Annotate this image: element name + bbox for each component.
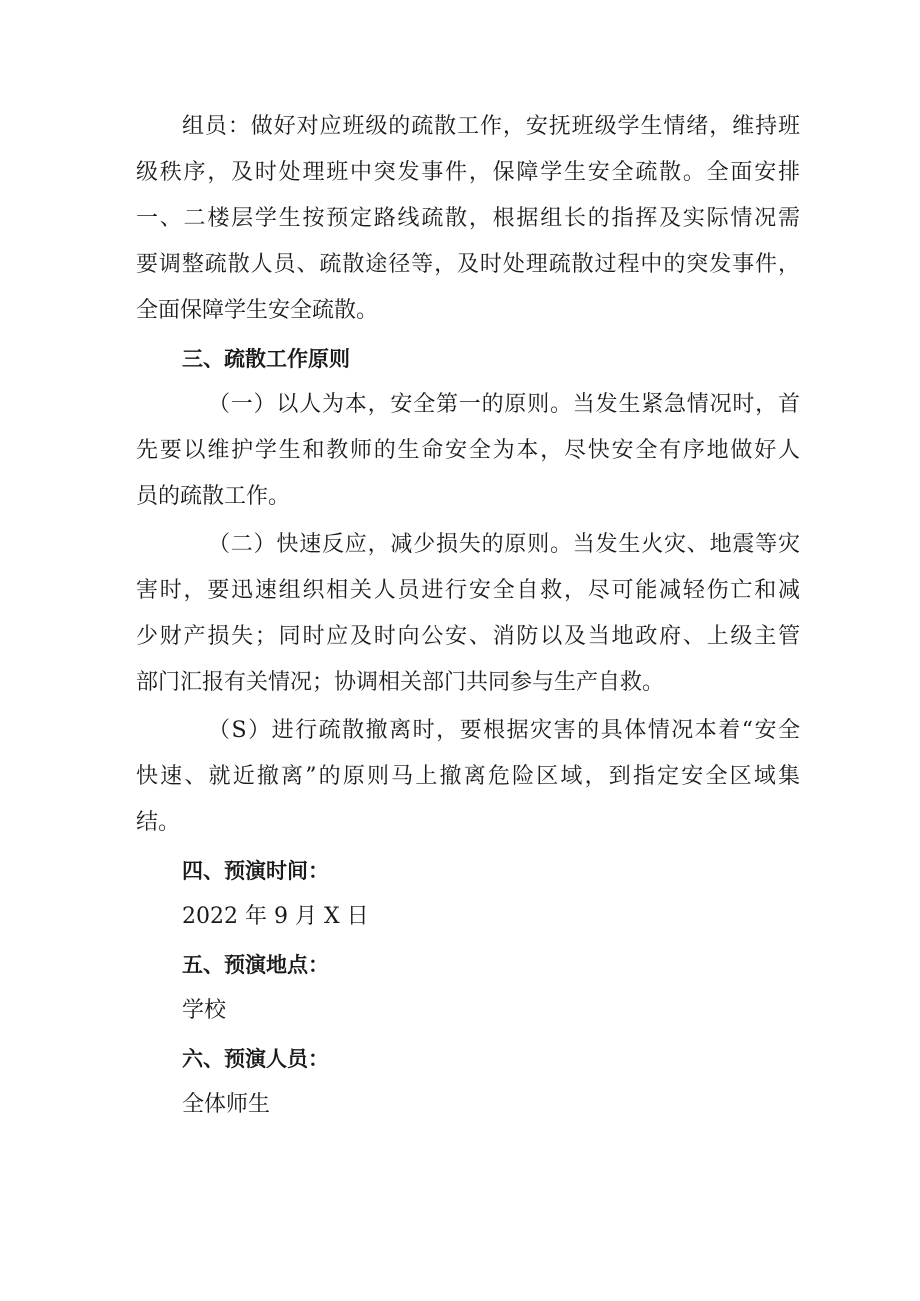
text-line: 先要以维护学生和教师的生命安全为本，尽快安全有序地做好人 — [136, 438, 800, 463]
text-line: 全面保障学生安全疏散。 — [136, 298, 379, 323]
section-heading-drill-location: 五、预演地点： — [182, 953, 329, 977]
paragraph-team-member-duties — [136, 104, 800, 334]
section-heading-drill-participants: 六、预演人员： — [182, 1047, 329, 1071]
text-line: 组员：做好对应班级的疏散工作，安抚班级学生情绪，维持班 — [182, 114, 800, 139]
drill-participants-value: 全体师生 — [182, 1092, 271, 1117]
document-page — [136, 104, 800, 1128]
text-line: 害时，要迅速组织相关人员进行安全自救，尽可能减轻伤亡和减 — [136, 578, 800, 603]
text-line: （一）以人为本，安全第一的原则。当发生紧急情况时，首 — [208, 392, 800, 417]
drill-location-value: 学校 — [182, 998, 227, 1023]
text-line: （二）快速反应，减少损失的原则。当发生火灾、地震等灾 — [208, 532, 800, 557]
paragraph-principle-3 — [136, 708, 800, 846]
text-line: 一、二楼层学生按预定路线疏散，根据组长的指挥及实际情况需 — [136, 206, 800, 231]
paragraph-principle-1 — [136, 382, 800, 520]
text-line: 要调整疏散人员、疏散途径等，及时处理疏散过程中的突发事件， — [136, 252, 800, 277]
text-line: 级秩序，及时处理班中突发事件，保障学生安全疏散。全面安排 — [136, 160, 800, 185]
section-heading-evacuation-principles: 三、疏散工作原则 — [182, 347, 350, 371]
paragraph-principle-2 — [136, 522, 800, 706]
text-line: 快速、就近撤离”的原则马上撤离危险区域，到指定安全区域集 — [136, 764, 800, 789]
text-line: 员的疏散工作。 — [136, 484, 291, 509]
text-line: 少财产损失；同时应及时向公安、消防以及当地政府、上级主管 — [136, 624, 800, 649]
text-line: 部门汇报有关情况；协调相关部门共同参与生产自救。 — [136, 670, 665, 695]
text-line: （S）进行疏散撤离时，要根据灾害的具体情况本着“安全 — [208, 718, 800, 743]
drill-time-value: 2022 年 9 月 X 日 — [182, 904, 369, 929]
section-heading-drill-time: 四、预演时间： — [182, 859, 329, 883]
text-line: 结。 — [136, 810, 181, 835]
